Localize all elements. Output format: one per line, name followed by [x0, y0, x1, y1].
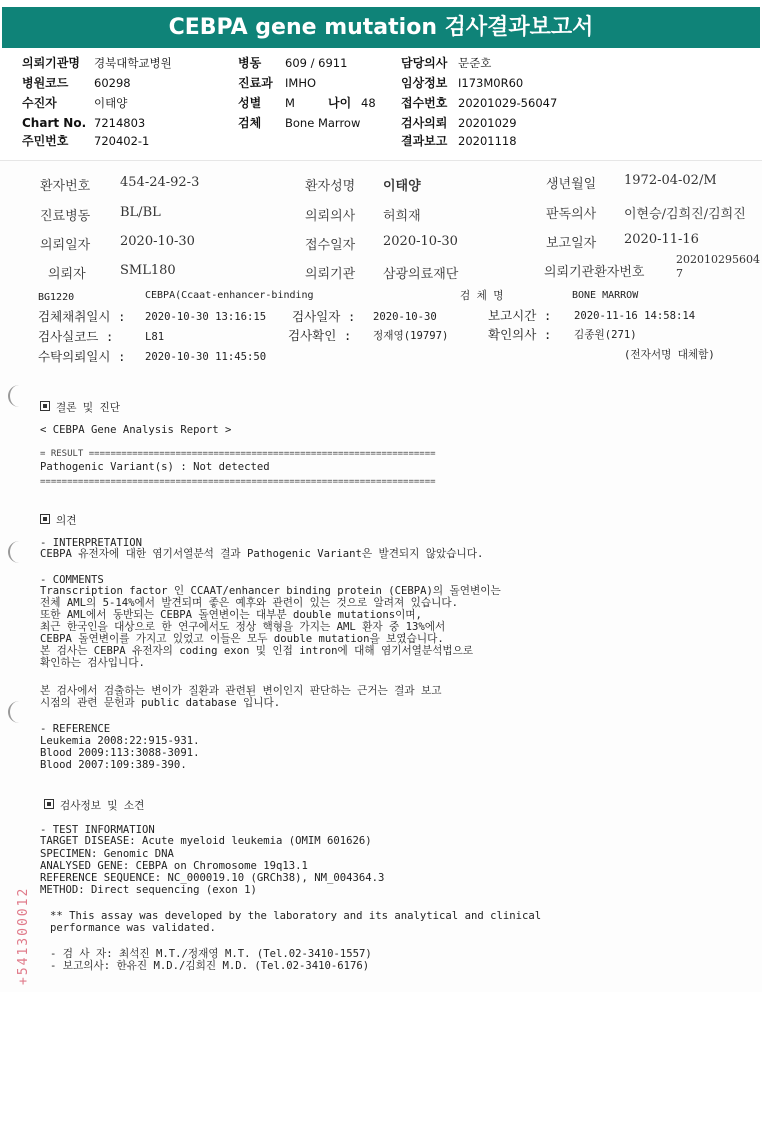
scan-recv-date-label: 접수일자	[305, 238, 356, 253]
section-test-info-title	[44, 799, 144, 813]
scan-report-time-label: 보고시간 :	[488, 308, 552, 323]
value-hospital-code: 60298	[94, 76, 131, 90]
comment-line: 시점의 관련 문헌과 public database 입니다.	[40, 697, 281, 709]
label-sex: 성별	[238, 96, 262, 110]
label-age: 나이	[328, 96, 352, 110]
scan-dept: BL/BL	[120, 205, 161, 220]
interpretation-heading: - INTERPRETATION	[40, 537, 143, 549]
comment-line: 본 검사에서 검출하는 변이가 질환과 관련된 변이인지 판단하는 근거는 결과 보고	[40, 685, 442, 697]
meta-row-3	[0, 94, 762, 112]
label-resident-no: 주민번호	[22, 134, 69, 148]
section-conclusion-title	[40, 401, 120, 415]
scan-checker-label: 검사확인 :	[288, 328, 352, 343]
scan-dept-label: 진료병동	[40, 209, 91, 224]
test-info-item: TARGET DISEASE: Acute myeloid leukemia (OMIM 601626)	[40, 835, 372, 847]
square-bullet-icon	[44, 799, 54, 809]
comments-heading: - COMMENTS	[40, 574, 104, 586]
value-doctor: 문준호	[458, 56, 492, 70]
scan-doctor: 허희재	[383, 209, 421, 224]
report-title-banner: CEBPA gene mutation 검사결과보고서	[2, 7, 760, 48]
scan-specimen-label: 검 체 명	[460, 290, 504, 302]
meta-row-4	[0, 114, 762, 132]
value-department: IMHO	[285, 76, 317, 90]
scan-confirm: 김종원(271)	[574, 329, 637, 341]
reference-item: Blood 2009:113:3088-3091.	[40, 747, 200, 759]
scan-specimen: BONE MARROW	[572, 290, 639, 301]
test-info-item: METHOD: Direct sequencing (exon 1)	[40, 884, 257, 896]
assay-note: ** This assay was developed by the laboratory and its analytical and clinical	[50, 910, 542, 922]
label-receipt-no: 접수번호	[401, 96, 448, 110]
scan-inst: 삼광의료재단	[383, 267, 459, 282]
staff-line: - 검 사 자: 최석진 M.T./정재영 M.T. (Tel.02-3410-1557)	[50, 948, 372, 960]
scan-inst-label: 의뢰기관	[305, 267, 356, 282]
meta-row-1	[0, 54, 762, 72]
comment-line: 최근 한국인을 대상으로 한 연구에서도 정상 핵형을 가지는 AML 환자 중 13%에서	[40, 621, 446, 633]
comment-line: 본 검사는 CEBPA 유전자의 coding exon 및 인접 intron에 대해 염기서열분석법으로	[40, 645, 474, 657]
staff-line: - 보고의사: 한유진 M.D./김희진 M.D. (Tel.02-3410-6176)	[50, 960, 370, 972]
section-conclusion-text: 결론 및 진단	[56, 402, 120, 414]
scan-inst-patient-2: 7	[676, 267, 683, 280]
reference-item: Blood 2007:109:389-390.	[40, 759, 187, 771]
scan-requester: SML180	[120, 263, 176, 278]
value-resident-no: 720402-1	[94, 134, 150, 148]
meta-row-2	[0, 74, 762, 92]
reference-heading: - REFERENCE	[40, 723, 111, 735]
square-bullet-icon	[40, 401, 50, 411]
scan-req-date-label: 의뢰일자	[40, 238, 91, 253]
scan-reader-label: 판독의사	[546, 207, 597, 222]
scan-collect-label: 검체채취일시 :	[38, 309, 126, 324]
result-value: Pathogenic Variant(s) : Not detected	[40, 461, 270, 473]
test-info-item: ANALYSED GENE: CEBPA on Chromosome 19q13.1	[40, 860, 308, 872]
result-divider-bottom: =========================================================================	[40, 477, 436, 487]
scan-checker: 정재영(19797)	[373, 330, 449, 342]
value-report-date: 20201118	[458, 134, 517, 148]
scan-collect: 2020-10-30 13:16:15	[145, 311, 267, 323]
scan-test-date-label: 검사일자 :	[292, 309, 356, 324]
scan-inst-patient-label: 의뢰기관환자번호	[544, 265, 645, 280]
value-patient: 이태양	[94, 96, 128, 110]
scan-inst-patient-1: 202010295604	[676, 253, 760, 266]
scan-patient-name: 이태양	[383, 179, 421, 194]
scan-consign: 2020-10-30 11:45:50	[145, 351, 267, 363]
scan-req-date: 2020-10-30	[120, 234, 195, 249]
stamp-number: +541300012	[16, 886, 31, 985]
section-opinion-title	[40, 514, 76, 528]
report-name: < CEBPA Gene Analysis Report >	[40, 424, 232, 436]
comment-line: CEBPA 돌연변이를 가지고 있었고 이들은 모두 double mutation을 보였습니다.	[40, 633, 444, 645]
reference-item: Leukemia 2008:22:915-931.	[40, 735, 200, 747]
label-department: 진료과	[238, 76, 273, 90]
label-request-date: 검사의뢰	[401, 116, 448, 130]
section-test-info-text: 검사정보 및 소견	[60, 800, 145, 812]
scan-patient-no: 454-24-92-3	[120, 175, 200, 190]
label-hospital-code: 병원코드	[22, 76, 69, 90]
value-sex: M	[285, 96, 295, 110]
scan-recv-date: 2020-10-30	[383, 234, 458, 249]
comment-line: 확인하는 검사입니다.	[40, 657, 145, 669]
scan-report-date: 2020-11-16	[624, 232, 699, 247]
test-info-heading: - TEST INFORMATION	[40, 824, 155, 836]
scanned-report	[0, 160, 762, 992]
punch-hole-mark	[8, 701, 24, 723]
scan-confirm-label: 확인의사 :	[488, 327, 552, 342]
scan-requester-label: 의뢰자	[48, 267, 86, 282]
scan-room-label: 검사실코드 :	[38, 329, 114, 344]
scan-test-date: 2020-10-30	[373, 311, 437, 323]
value-ward: 609 / 6911	[285, 56, 348, 70]
scan-esign-note: (전자서명 대체함)	[624, 349, 715, 361]
scan-dob: 1972-04-02/M	[624, 173, 717, 188]
test-info-item: REFERENCE SEQUENCE: NC_000019.10 (GRCh38), NM_004364.3	[40, 872, 385, 884]
label-ward: 병동	[238, 56, 262, 70]
punch-hole-mark	[8, 541, 24, 563]
scan-test-code: BG1220	[38, 292, 75, 303]
label-specimen: 검체	[238, 116, 262, 130]
comment-line: 전체 AML의 5-14%에서 발견되며 좋은 예후와 관련이 있는 것으로 알려져 있습니다.	[40, 597, 458, 609]
value-age: 48	[361, 96, 376, 110]
label-report-date: 결과보고	[401, 134, 448, 148]
value-clinical-info: I173M0R60	[458, 76, 524, 90]
label-doctor: 담당의사	[401, 56, 448, 70]
assay-note: performance was validated.	[50, 922, 216, 934]
label-chart-no: Chart No.	[22, 116, 87, 130]
meta-row-5	[0, 132, 762, 150]
comment-line: 또한 AML에서 동반되는 CEBPA 돌연변이는 대부분 double mutations이며,	[40, 609, 422, 621]
value-receipt-no: 20201029-56047	[458, 96, 558, 110]
label-clinical-info: 임상정보	[401, 76, 448, 90]
scan-reader: 이현승/김희진/김희진	[624, 207, 746, 222]
label-patient: 수진자	[22, 96, 57, 110]
value-specimen: Bone Marrow	[285, 116, 361, 130]
scan-patient-no-label: 환자번호	[40, 179, 91, 194]
value-institution: 경북대학교병원	[94, 56, 172, 70]
scan-dob-label: 생년월일	[546, 177, 597, 192]
scan-room: L81	[145, 331, 165, 343]
section-opinion-text: 의견	[56, 515, 77, 527]
scan-report-time: 2020-11-16 14:58:14	[574, 310, 696, 322]
request-info	[0, 54, 762, 154]
scan-doctor-label: 의뢰의사	[305, 209, 356, 224]
scan-report-date-label: 보고일자	[546, 236, 597, 251]
label-institution: 의뢰기관명	[22, 56, 80, 70]
test-info-item: SPECIMEN: Genomic DNA	[40, 848, 174, 860]
square-bullet-icon	[40, 514, 50, 524]
scan-patient-name-label: 환자성명	[305, 179, 356, 194]
result-divider-top: = RESULT ================================================================	[40, 449, 436, 459]
scan-test-name: CEBPA(Ccaat-enhancer-binding	[145, 290, 314, 301]
value-request-date: 20201029	[458, 116, 517, 130]
punch-hole-mark	[8, 385, 24, 407]
value-chart-no: 7214803	[94, 116, 146, 130]
comment-line: Transcription factor 인 CCAAT/enhancer binding protein (CEBPA)의 돌연변이는	[40, 585, 501, 597]
vertical-stamp	[16, 886, 36, 1125]
scan-consign-label: 수탁의뢰일시 :	[38, 349, 126, 364]
interpretation-text: CEBPA 유전자에 대한 염기서열분석 결과 Pathogenic Variant은 발견되지 않았습니다.	[40, 548, 484, 560]
